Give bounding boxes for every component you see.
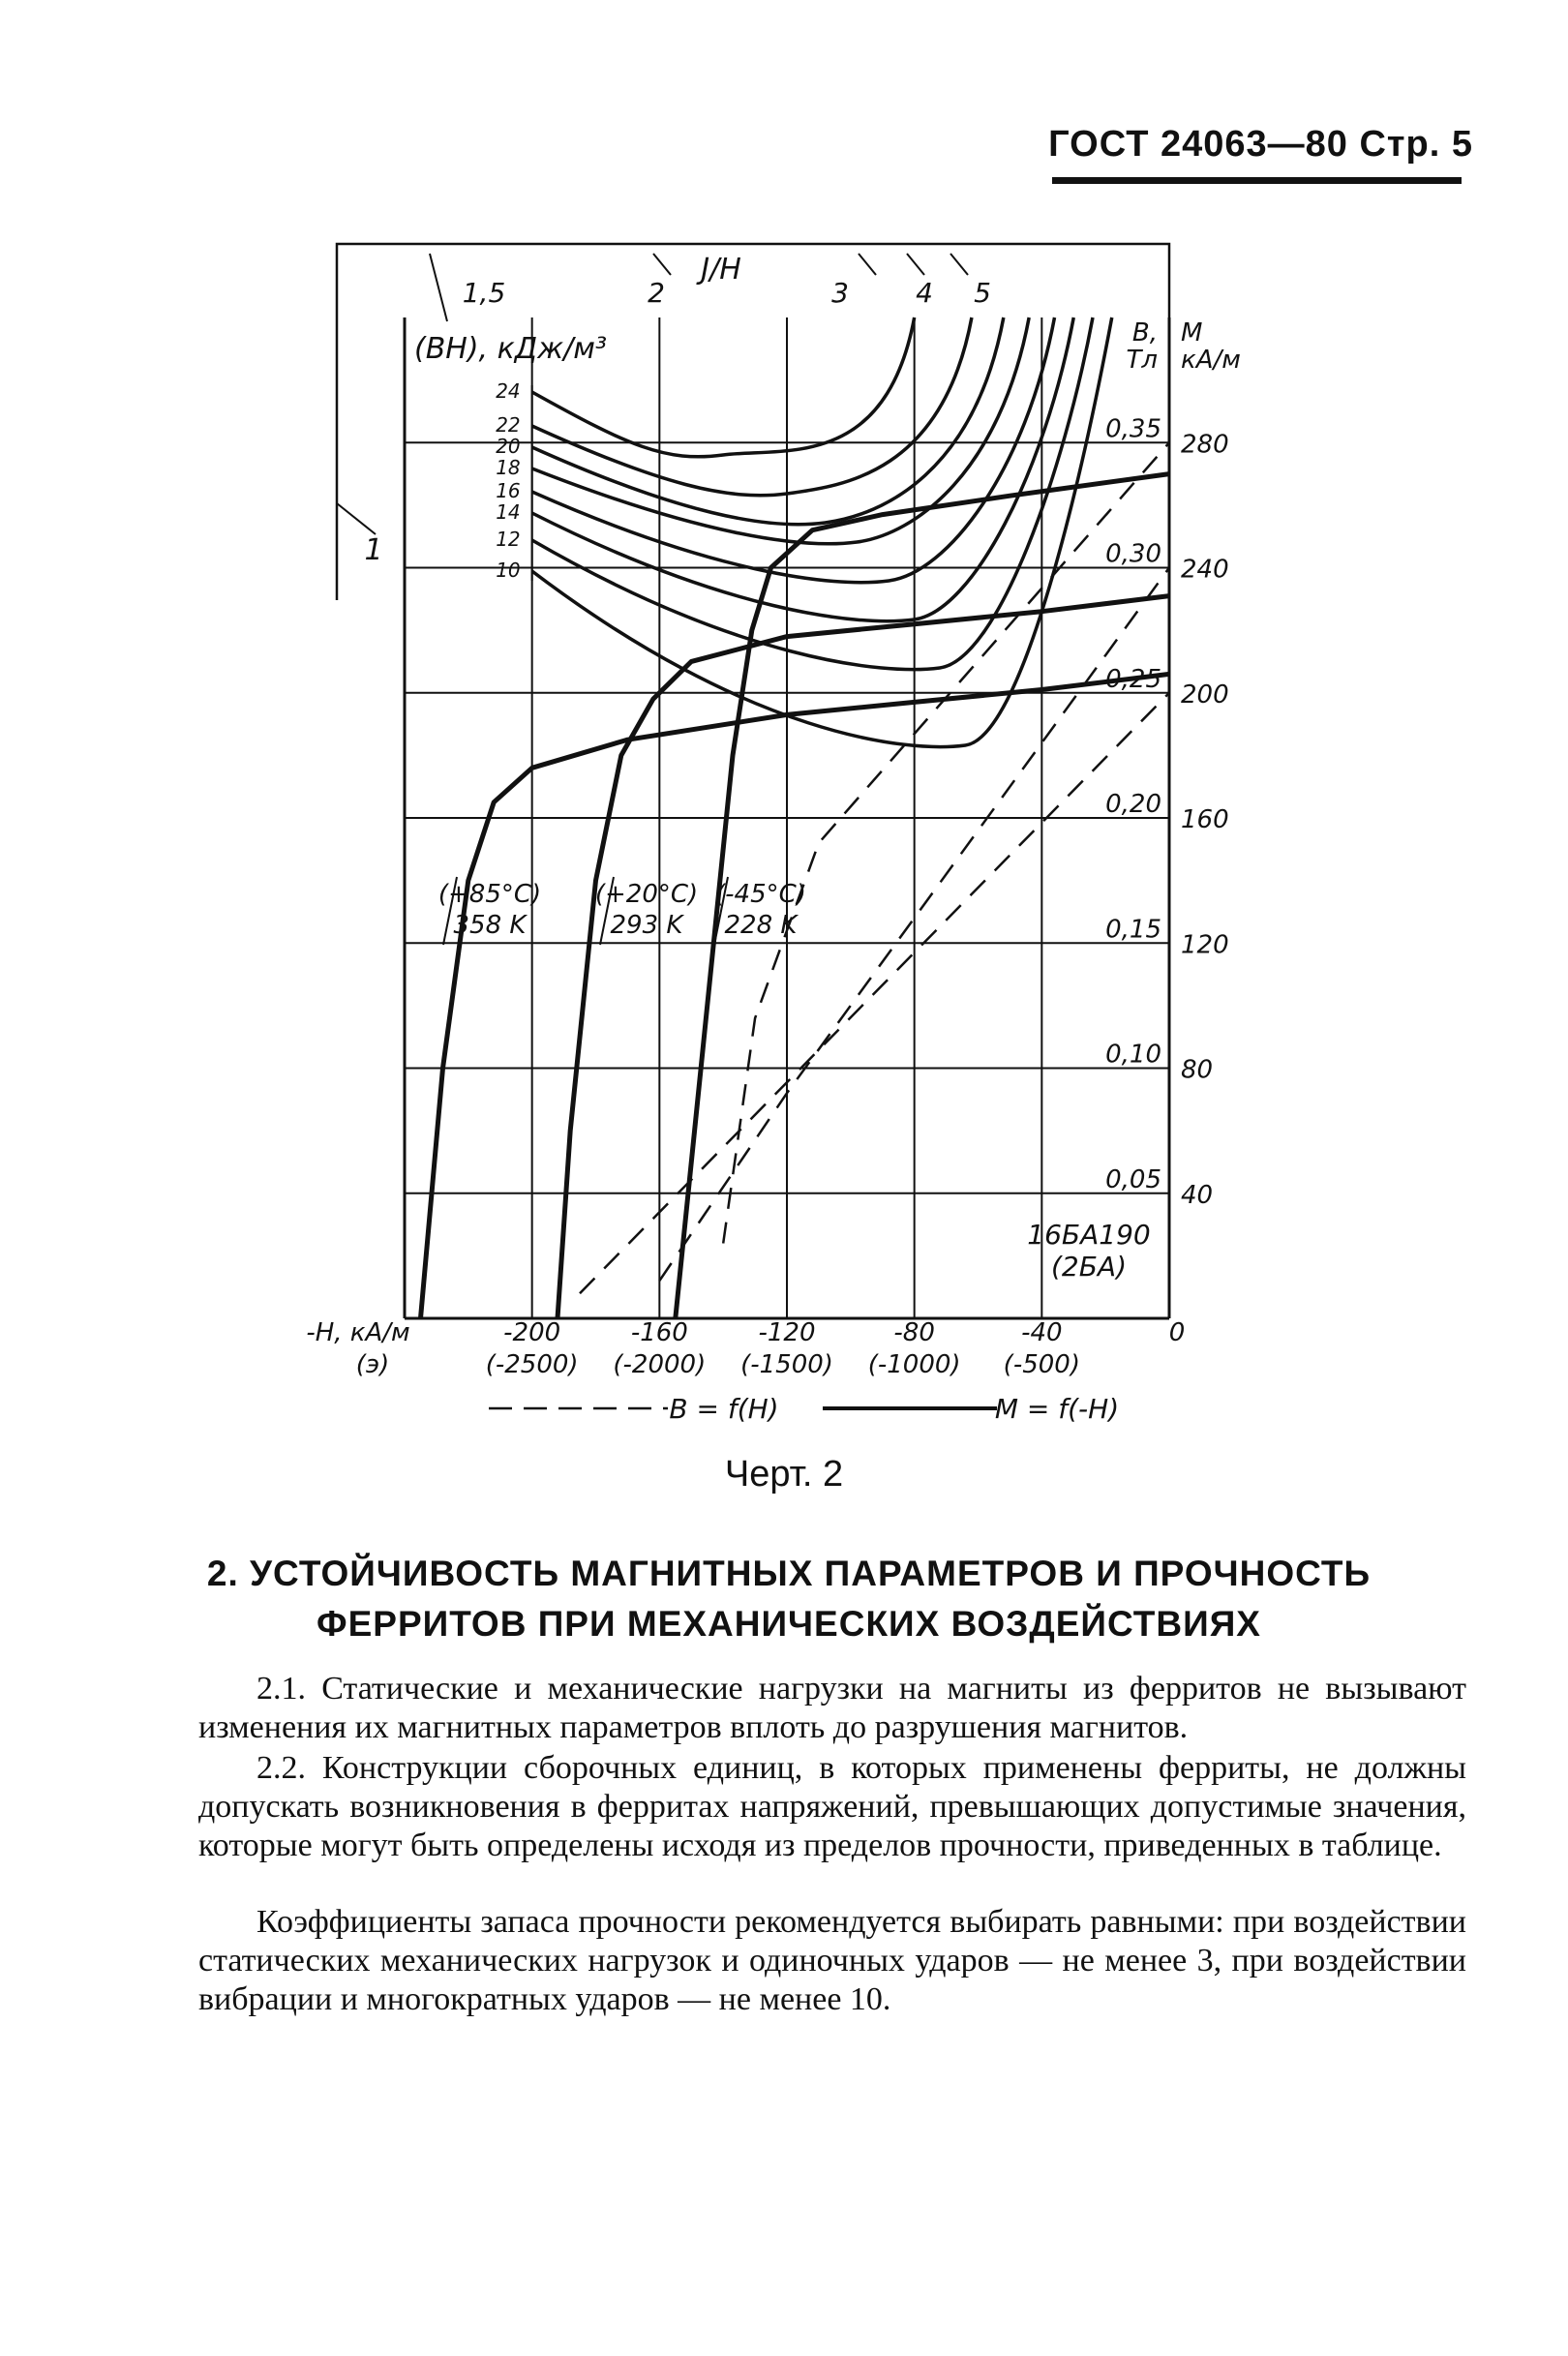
bh-tick-label: 14 xyxy=(496,500,521,524)
x-tick-oe-label: (-1500) xyxy=(740,1350,833,1379)
page-header: ГОСТ 24063—80 Стр. 5 xyxy=(1048,124,1473,165)
chart-curves xyxy=(337,254,1169,1318)
x-tick-oe-label: (-2000) xyxy=(613,1350,707,1379)
paragraph-2-2 xyxy=(198,1749,1466,1865)
m-tick-label: 160 xyxy=(1181,805,1229,834)
x-tick-oe-label: (-1000) xyxy=(867,1350,961,1379)
m-axis-unit: кА/м xyxy=(1181,346,1241,375)
material-grade-label: (2БА) xyxy=(1050,1251,1128,1283)
section-title-line2: ФЕРРИТОВ ПРИ МЕХАНИЧЕСКИХ ВОЗДЕЙСТВИЯХ xyxy=(317,1604,1261,1644)
section-title xyxy=(145,1549,1432,1649)
m-tick-label: 240 xyxy=(1181,555,1229,585)
b-axis-label: B, xyxy=(1131,318,1158,347)
b-axis-unit: Тл xyxy=(1126,346,1158,375)
curve-leader xyxy=(859,254,876,275)
x-tick-label: -40 xyxy=(1021,1318,1063,1347)
curve-leader xyxy=(430,254,447,321)
bh-curve xyxy=(532,317,1112,747)
bh-tick-label: 10 xyxy=(496,559,521,582)
x-tick-label: -160 xyxy=(630,1318,688,1347)
paragraph-safety-text: Коэффициенты запаса прочности рекомендуется выбирать равными: при воздействии статических механических нагрузок и одиночных ударов — не менее 3, при воздействии вибрации и многократных ударов — не менее 10. xyxy=(198,1904,1466,2017)
kelvin-label: 293 K xyxy=(610,911,683,940)
x-tick-label: -80 xyxy=(893,1318,935,1347)
m-tick-label: 120 xyxy=(1181,930,1229,960)
m-tick-label: 80 xyxy=(1181,1055,1214,1085)
x-tick-oe-label: (-500) xyxy=(1003,1350,1080,1379)
curve-leader xyxy=(653,254,671,275)
m-axis-label: M xyxy=(1181,318,1203,347)
material-label: 16БА190 xyxy=(1027,1219,1151,1251)
b-tick-label: 0,35 xyxy=(1105,414,1161,444)
temperature-label: (+85°C) xyxy=(437,880,542,909)
curve-number-label: 3 xyxy=(831,277,849,309)
m-tick-label: 40 xyxy=(1181,1180,1214,1210)
chart-labels xyxy=(306,253,1241,1425)
section-title-line1: 2. УСТОЙЧИВОСТЬ МАГНИТНЫХ ПАРАМЕТРОВ И ПРОЧНОСТЬ xyxy=(206,1554,1372,1593)
b-curve xyxy=(723,442,1169,1243)
x-axis-label: -H, кА/м xyxy=(306,1318,410,1347)
figure-caption: Черт. 2 xyxy=(724,1454,844,1495)
bh-tick-label: 20 xyxy=(496,435,521,458)
bh-tick-label: 24 xyxy=(496,379,521,403)
bh-tick-label: 16 xyxy=(496,479,521,502)
curve-number-label: 5 xyxy=(974,277,991,309)
b-tick-label: 0,25 xyxy=(1105,664,1161,694)
curve-leader xyxy=(950,254,968,275)
x-axis-unit-label: (э) xyxy=(355,1350,390,1379)
m-curve xyxy=(558,596,1169,1318)
curve-leader xyxy=(907,254,924,275)
bh-axis-label: (BH), кДж/м³ xyxy=(414,332,607,366)
x-tick-oe-label: (-2500) xyxy=(485,1350,579,1379)
b-tick-label: 0,30 xyxy=(1105,539,1161,569)
jh-label: J/H xyxy=(701,253,741,287)
curve-leader xyxy=(337,503,376,534)
curve-number-label: 2 xyxy=(648,277,665,309)
chart-frame xyxy=(337,244,1169,1318)
b-curve xyxy=(580,693,1169,1293)
kelvin-label: 228 K xyxy=(724,911,798,940)
temperature-label: (+20°C) xyxy=(594,880,699,909)
curve-number-label: 1,5 xyxy=(462,277,506,309)
x-tick-label: -120 xyxy=(758,1318,816,1347)
x-tick-label: 0 xyxy=(1168,1318,1186,1347)
kelvin-label: 358 K xyxy=(453,911,527,940)
paragraph-2-1 xyxy=(198,1670,1466,1747)
b-tick-label: 0,15 xyxy=(1105,915,1161,945)
temperature-label: (-45°C) xyxy=(715,880,806,909)
curve-number-label: 1 xyxy=(364,533,383,567)
x-tick-label: -200 xyxy=(503,1318,561,1347)
paragraph-safety xyxy=(198,1903,1466,2019)
legend-m-label: M = f(-H) xyxy=(994,1393,1120,1425)
paragraph-2-1-text: 2.1. Статические и механические нагрузки на магниты из ферритов не вызывают изменения их магнитных параметров вплоть до разрушения магнитов. xyxy=(198,1671,1466,1745)
curve-number-label: 4 xyxy=(916,277,933,309)
legend-b-label: B = f(H) xyxy=(669,1393,779,1425)
b-tick-label: 0,10 xyxy=(1105,1040,1161,1070)
bh-tick-label: 22 xyxy=(496,413,521,437)
paragraph-2-2-text: 2.2. Конструкции сборочных единиц, в которых применены ферриты, не должны допускать возникновения в ферритах напряжений, превышающих допустимые значения, которые могут быть определены исходя из пределов прочности, приведенных в таблице. xyxy=(198,1750,1466,1863)
b-tick-label: 0,05 xyxy=(1105,1164,1161,1194)
bh-tick-label: 12 xyxy=(496,528,521,551)
m-tick-label: 200 xyxy=(1181,680,1229,710)
b-tick-label: 0,20 xyxy=(1105,790,1161,819)
m-tick-label: 280 xyxy=(1181,430,1229,460)
bh-tick-label: 18 xyxy=(496,456,521,479)
